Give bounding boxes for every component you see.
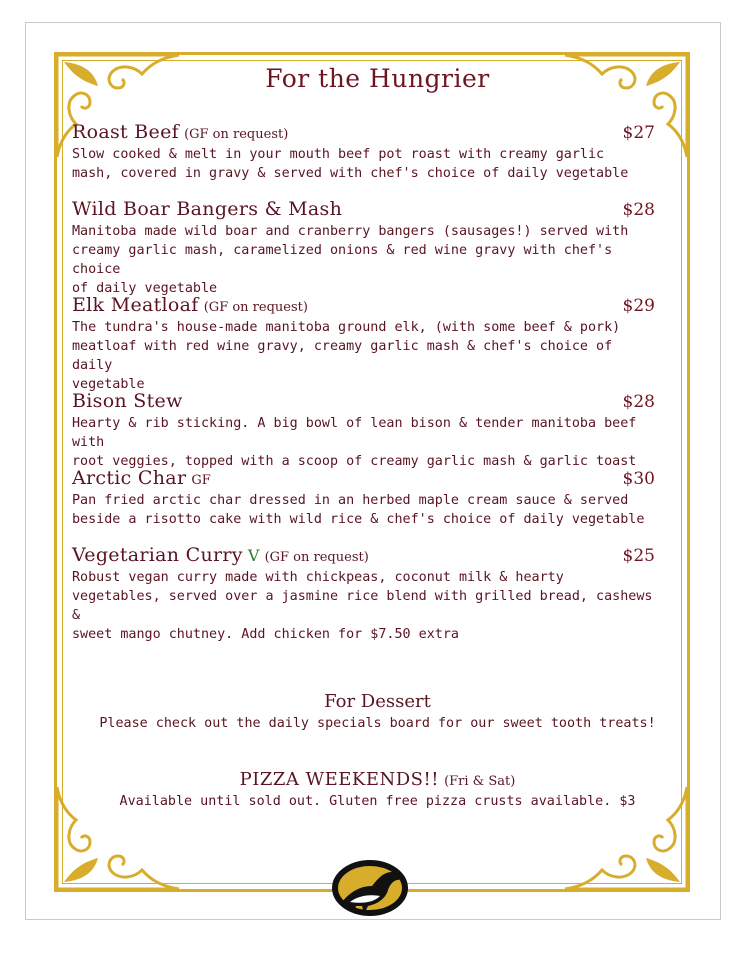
menu-item-header xyxy=(72,121,660,145)
item-name: Elk Meatloaf xyxy=(72,294,199,316)
item-note: GF xyxy=(191,473,211,488)
menu-item-vegetarian-curry xyxy=(72,544,660,644)
item-note: (GF on request) xyxy=(264,550,369,565)
menu-title: For the Hungrier xyxy=(265,64,490,93)
item-price: $29 xyxy=(622,296,655,316)
item-price: $28 xyxy=(622,200,655,220)
menu-item-header xyxy=(72,390,660,414)
menu-item-header xyxy=(72,294,660,318)
item-name: Bison Stew xyxy=(72,390,183,412)
ptarmigan-logo xyxy=(328,856,410,920)
menu-item-header xyxy=(72,544,660,568)
menu-item-header xyxy=(72,198,660,222)
item-name: Arctic Char xyxy=(72,467,187,489)
menu-item-arctic-char xyxy=(72,467,660,529)
item-name: Wild Boar Bangers & Mash xyxy=(72,198,343,220)
pizza-heading: PIZZA WEEKENDS!! xyxy=(239,769,439,790)
dessert-text: Please check out the daily specials board for our sweet tooth treats! xyxy=(99,716,656,731)
item-description: The tundra's house-made manitoba ground elk, (with some beef & pork) meatloaf with red wine gravy, creamy garlic mash & chef's choice of daily vegetable xyxy=(72,320,621,392)
menu-item-elk-meatloaf xyxy=(72,294,660,394)
dessert-heading: For Dessert xyxy=(324,691,431,712)
item-note: (GF on request) xyxy=(184,127,289,142)
item-name: Roast Beef xyxy=(72,121,179,143)
item-description: Slow cooked & melt in your mouth beef pot roast with creamy garlic mash, covered in gravy & served with chef's choice of daily vegetable xyxy=(72,147,629,181)
vegan-mark: V xyxy=(247,546,260,565)
pizza-text: Available until sold out. Gluten free pizza crusts available. $3 xyxy=(119,794,636,809)
menu-item-header xyxy=(72,467,660,491)
menu-item-wild-boar-bangers xyxy=(72,198,660,298)
pizza-note: (Fri & Sat) xyxy=(444,774,516,789)
item-note: (GF on request) xyxy=(203,300,308,315)
menu-item-bison-stew xyxy=(72,390,660,471)
item-description: Manitoba made wild boar and cranberry bangers (sausages!) served with creamy garlic mash, caramelized onions & red wine gravy with chef's choice of daily vegetable xyxy=(72,224,629,296)
item-description: Pan fried arctic char dressed in an herbed maple cream sauce & served beside a risotto cake with wild rice & chef's choice of daily vegetable xyxy=(72,493,645,527)
menu-item-roast-beef xyxy=(72,121,660,183)
item-price: $30 xyxy=(622,469,655,489)
item-description: Hearty & rib sticking. A big bowl of lean bison & tender manitoba beef with root veggies, topped with a scoop of creamy garlic mash & garlic toast xyxy=(72,416,637,469)
item-name: Vegetarian Curry xyxy=(72,544,243,566)
item-description: Robust vegan curry made with chickpeas, coconut milk & hearty vegetables, served over a jasmine rice blend with grilled bread, cashews & sweet mango chutney. Add chicken for $7.50 extra xyxy=(72,570,653,642)
item-price: $27 xyxy=(622,123,655,143)
item-price: $28 xyxy=(622,392,655,412)
pizza-heading-row xyxy=(0,769,755,790)
item-price: $25 xyxy=(622,546,655,566)
